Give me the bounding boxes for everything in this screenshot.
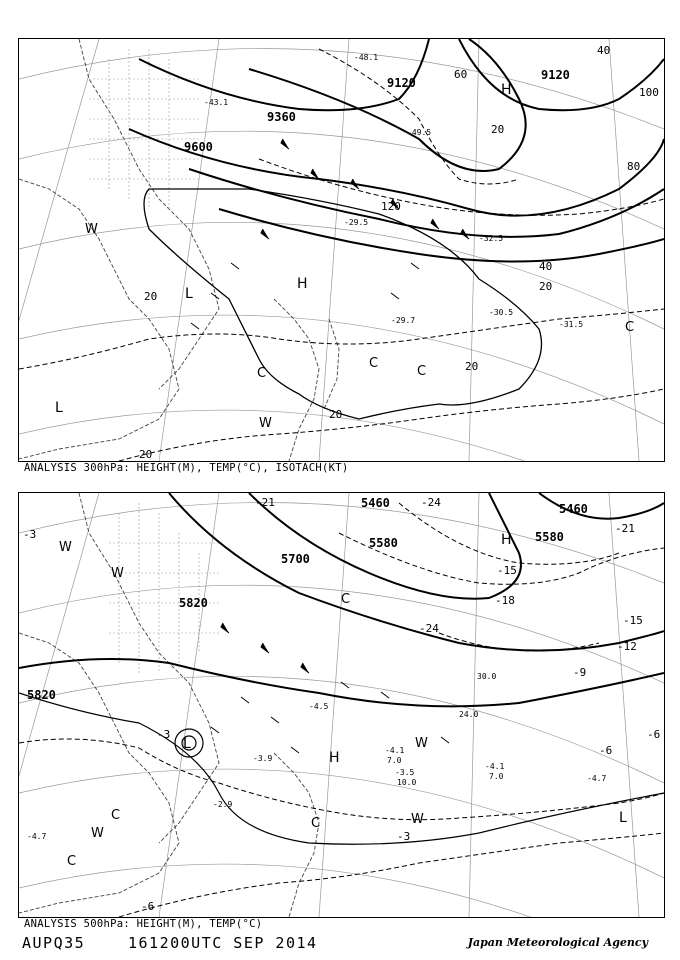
warm-symbol-c: W — [91, 826, 104, 841]
warm-symbol-e: W — [415, 736, 428, 751]
height-label-9360: 9360 — [267, 110, 296, 124]
isotach-label-120: 120 — [381, 200, 401, 213]
temp-contour-label-d: -6 — [141, 900, 155, 913]
map-300hpa-lines — [19, 39, 664, 461]
warm-symbol-b: W — [259, 416, 272, 431]
temp-label-7: -49.5 — [407, 128, 432, 137]
height-label-5460: 5460 — [361, 496, 390, 510]
isotach-label-60: 60 — [454, 68, 468, 81]
station-value-13: 30.0 — [477, 672, 497, 681]
isotach-label-20-d: 20 — [139, 448, 153, 461]
isotach-label-20-e: 20 — [539, 280, 553, 293]
height-label-5820-b: 5820 — [27, 688, 56, 702]
cold-symbol-b: C — [67, 854, 77, 869]
warm-symbol-a: W — [85, 222, 98, 237]
height-label-9120-b: 9120 — [541, 68, 570, 82]
height-label-5820: 5820 — [179, 596, 208, 610]
temp-contour-label-n: -24 — [421, 496, 441, 509]
temp-label-6: -48.1 — [354, 53, 379, 62]
station-value-8: -3.5 — [395, 768, 415, 777]
temp-contour-label-g: -9 — [573, 666, 587, 679]
cold-symbol-c: C — [311, 816, 321, 831]
station-value-7: -2.9 — [213, 800, 233, 809]
station-value-12: 24.0 — [459, 710, 479, 719]
temp-label-1: -29.5 — [344, 218, 369, 227]
caption-300hpa: ANALYSIS 300hPa: HEIGHT(M), TEMP(°C), ISOTACH(KT) — [24, 462, 349, 474]
temp-contour-label-k: -18 — [495, 594, 515, 607]
height-label-5580: 5580 — [369, 536, 398, 550]
height-label-9120-a: 9120 — [387, 76, 416, 90]
graticule — [19, 493, 664, 917]
map-500hpa-lines — [19, 493, 664, 917]
isotach-label-20-b: 20 — [329, 408, 343, 421]
temp-label-8: -32.5 — [479, 234, 504, 243]
cold-symbol-b: C — [369, 356, 379, 371]
cold-symbol-d: C — [341, 592, 351, 607]
temp-label-5: -43.1 — [204, 98, 229, 107]
temp-contour-label-e: -6 — [599, 744, 613, 757]
temp-contour-label-c: -3 — [397, 830, 411, 843]
height-label-9600: 9600 — [184, 140, 213, 154]
cold-symbol-c: C — [417, 364, 427, 379]
analysis-time: 161200UTC SEP 2014 — [128, 934, 318, 952]
analysis-500hpa-map — [18, 492, 665, 918]
wind-barbs — [211, 623, 449, 753]
low-pressure-symbol-b: L — [619, 810, 627, 826]
isotach-contours — [144, 189, 542, 419]
chart-code: AUPQ35 — [22, 934, 86, 952]
temp-contour-label-h: -12 — [617, 640, 637, 653]
coastlines — [19, 493, 319, 917]
low-pressure-symbol: L — [183, 736, 191, 752]
isotach-label-20-c: 20 — [465, 360, 479, 373]
station-value-1: -3.9 — [253, 754, 273, 763]
station-value-11: 10.0 — [397, 778, 417, 787]
station-value-10: 7.0 — [489, 772, 504, 781]
temp-contour-label-a: -3 — [23, 528, 37, 541]
station-value-3: -4.1 — [485, 762, 505, 771]
temp-contour-label-i: -15 — [623, 614, 643, 627]
high-pressure-symbol-b: H — [501, 532, 512, 548]
agency-name: Japan Meteorological Agency — [467, 936, 648, 949]
height-label-5580-b: 5580 — [535, 530, 564, 544]
isotach-label-40-b: 40 — [597, 44, 611, 57]
isotach-label-100: 100 — [639, 86, 659, 99]
temp-label-2: -30.5 — [489, 308, 514, 317]
low-pressure-symbol: L — [185, 286, 193, 302]
temp-label-3: -31.5 — [559, 320, 584, 329]
temp-contour-label-b: -3 — [157, 728, 171, 741]
low-pressure-symbol-b: L — [55, 400, 63, 416]
station-value-4: -4.5 — [309, 702, 329, 711]
station-value-9: 7.0 — [387, 756, 402, 765]
height-label-5460-b: 5460 — [559, 502, 588, 516]
temp-contour-label-m: -21 — [615, 522, 635, 535]
wind-barbs — [191, 139, 469, 329]
high-pressure-symbol: H — [329, 750, 340, 766]
warm-symbol-d: W — [411, 812, 424, 827]
isotach-label-20-a: 20 — [144, 290, 158, 303]
temp-label-4: -29.7 — [391, 316, 416, 325]
high-pressure-symbol: H — [297, 276, 308, 292]
station-value-6: -4.7 — [27, 832, 47, 841]
warm-symbol-a: W — [59, 540, 72, 555]
height-label-5700: 5700 — [281, 552, 310, 566]
isotach-label-20-f: 20 — [491, 123, 505, 136]
station-value-5: -4.7 — [587, 774, 607, 783]
high-pressure-symbol-b: H — [501, 82, 512, 98]
isotach-label-40: 40 — [539, 260, 553, 273]
temp-contour-label-j: -15 — [497, 564, 517, 577]
cold-symbol-a: C — [257, 366, 267, 381]
temp-contour-label-o: -24 — [419, 622, 439, 635]
warm-symbol-b: W — [111, 566, 124, 581]
isotach-label-80: 80 — [627, 160, 641, 173]
station-value-2: -4.1 — [385, 746, 405, 755]
cold-symbol-a: C — [111, 808, 121, 823]
coastlines — [19, 39, 339, 461]
analysis-300hpa-map — [18, 38, 665, 462]
temp-contour-label-l: -21 — [255, 496, 275, 509]
temp-contour-label-f: -6 — [647, 728, 661, 741]
caption-500hpa: ANALYSIS 500hPa: HEIGHT(M), TEMP(°C) — [24, 918, 263, 930]
jet-hatch — [89, 49, 199, 209]
cold-symbol-d: C — [625, 320, 635, 335]
